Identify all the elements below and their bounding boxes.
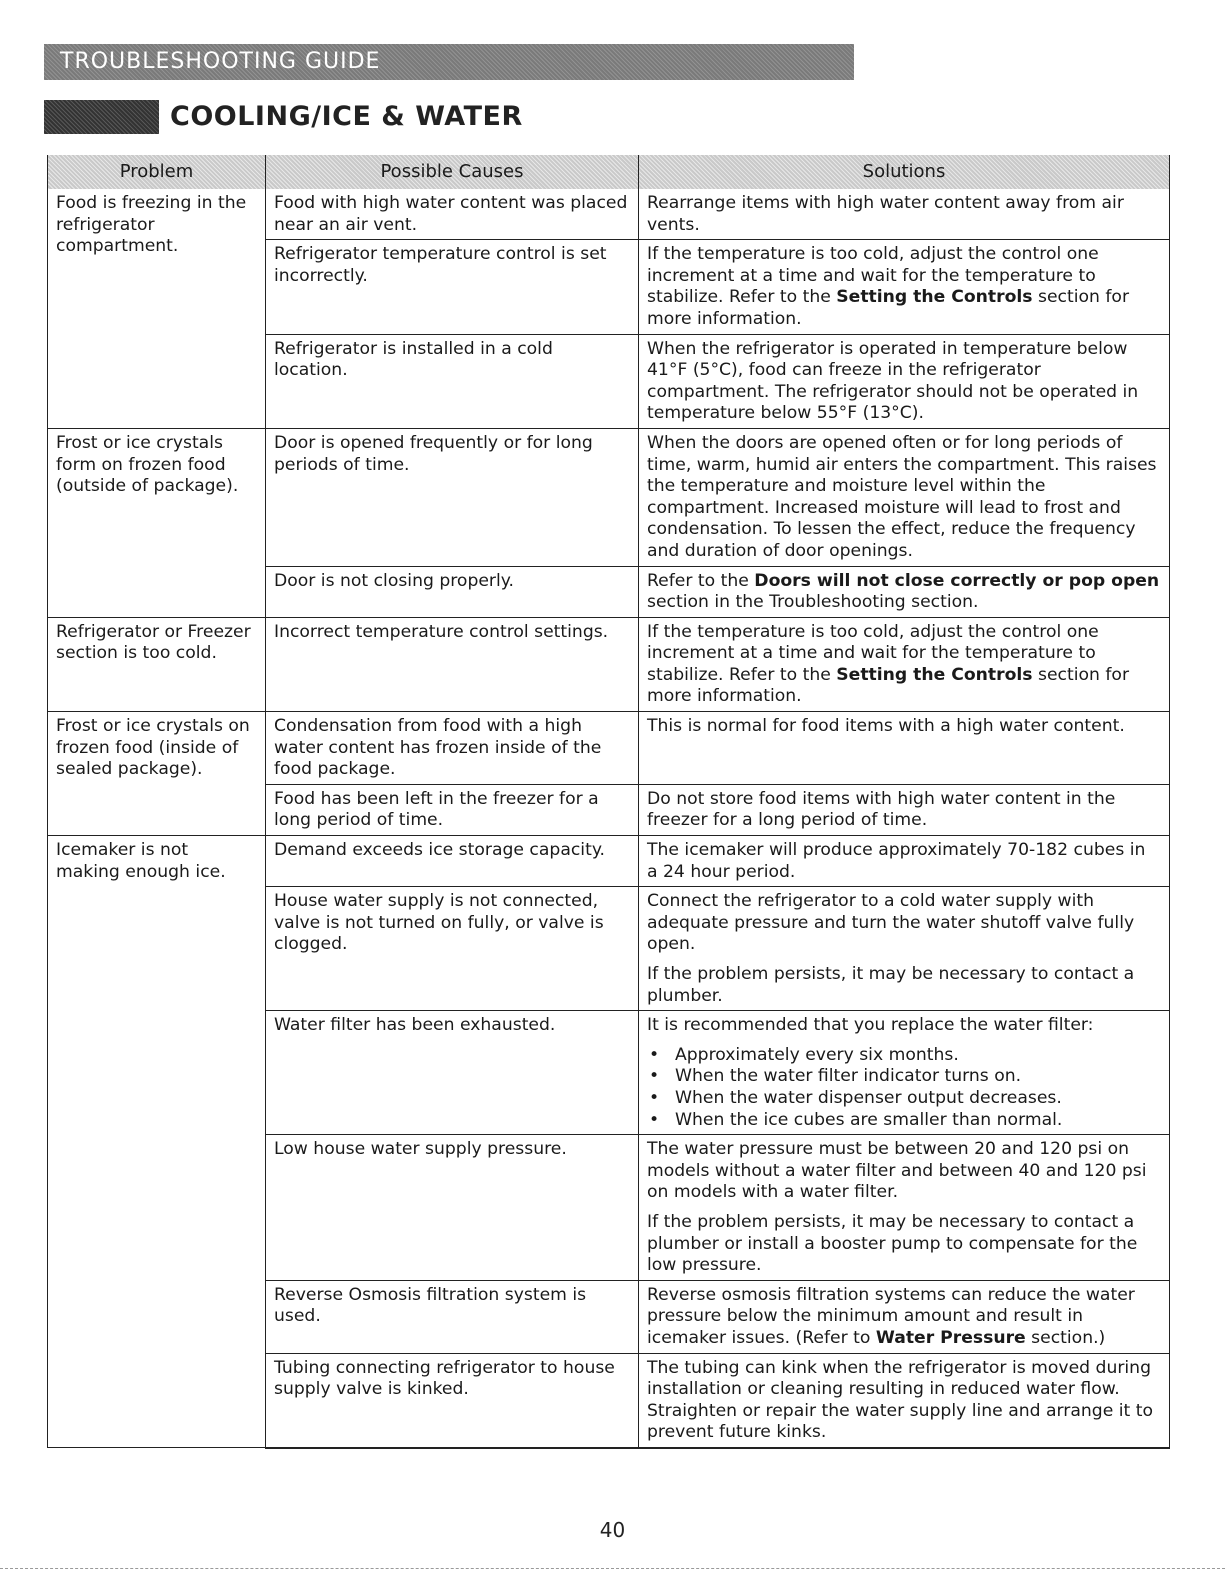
column-header-problem: Problem [48, 155, 266, 189]
table-row [48, 428, 1170, 566]
list-item [647, 1110, 1161, 1132]
table-row [48, 617, 1170, 711]
solution-cell [639, 784, 1170, 835]
recommendation-list [647, 1045, 1161, 1131]
cause-cell: Food with high water content was placed near an air vent. [266, 189, 639, 240]
cause-cell: Door is opened frequently or for long periods of time. [266, 428, 639, 566]
problem-cell: Icemaker is not making enough ice. [48, 836, 266, 1448]
section-reference: Doors will not close correctly or pop open [754, 570, 1160, 591]
table-row [48, 712, 1170, 785]
problem-cell: Frost or ice crystals form on frozen food (outside of package). [48, 428, 266, 617]
solution-cell [639, 334, 1170, 428]
problem-cell: Frost or ice crystals on frozen food (inside of sealed package). [48, 712, 266, 836]
solution-text: If the temperature is too cold, adjust the control one increment at a time and wait for the temperature to stabilize. Refer to the [647, 621, 1099, 685]
solution-cell [639, 1280, 1170, 1353]
cause-cell: Refrigerator is installed in a cold location. [266, 334, 639, 428]
bullet-icon: • [649, 1044, 660, 1065]
solution-cell [639, 566, 1170, 617]
section-reference: Water Pressure [875, 1327, 1026, 1348]
cause-cell: Food has been left in the freezer for a long period of time. [266, 784, 639, 835]
list-item [647, 1066, 1161, 1088]
solution-paragraph [647, 622, 1161, 708]
list-item [647, 1045, 1161, 1067]
solution-paragraph: It is recommended that you replace the water filter: [647, 1015, 1094, 1036]
column-header-solutions: Solutions [639, 155, 1170, 189]
solution-text: section in the Troubleshooting section. [647, 592, 979, 613]
page-number: 40 [599, 1518, 626, 1542]
troubleshooting-table [47, 155, 1170, 1449]
solution-text: If the temperature is too cold, adjust the control one increment at a time and wait for the temperature to stabilize. Refer to the [647, 244, 1099, 308]
list-item-text: Approximately every six months. [675, 1044, 959, 1065]
section-reference: Setting the Controls [836, 664, 1033, 685]
solution-cell [639, 712, 1170, 785]
solution-paragraph: Connect the refrigerator to a cold water supply with adequate pressure and turn the water shutoff valve fully open. [647, 891, 1135, 955]
solution-paragraph [647, 244, 1161, 330]
problem-cell: Refrigerator or Freezer section is too cold. [48, 617, 266, 711]
section-title: COOLING/ICE & WATER [170, 101, 523, 132]
table-body [48, 189, 1170, 1448]
table-row [48, 836, 1170, 887]
solution-paragraph: This is normal for food items with a high water content. [647, 716, 1125, 737]
section-banner [44, 44, 854, 80]
list-item-text: When the ice cubes are smaller than normal. [675, 1109, 1063, 1130]
bullet-icon: • [649, 1109, 660, 1130]
solution-paragraph: When the refrigerator is operated in temperature below 41°F (5°C), food can freeze in the refrigerator compartment. The refrigerator should not be operated in temperature below 55°F (13°C). [647, 338, 1139, 424]
column-header-possible-causes: Possible Causes [266, 155, 639, 189]
list-item [647, 1088, 1161, 1110]
solution-paragraph [647, 1285, 1161, 1350]
solution-paragraph: When the doors are opened often or for long periods of time, warm, humid air enters the compartment. This raises the temperature and moisture level within the compartment. Increased moisture will lead to frost and condensation. To lessen the effect, reduce the frequency and duration of door openings. [647, 432, 1157, 561]
cause-cell: Condensation from food with a high water content has frozen inside of the food package. [266, 712, 639, 785]
solution-paragraph [647, 571, 1161, 614]
solution-text: section for more information. [647, 287, 1130, 329]
bullet-icon: • [649, 1066, 660, 1087]
cause-cell: Demand exceeds ice storage capacity. [266, 836, 639, 887]
solution-text: Reverse osmosis filtration systems can reduce the water pressure below the minimum amount and result in icemaker issues. (Refer to [647, 1284, 1135, 1348]
cause-cell: Refrigerator temperature control is set incorrectly. [266, 240, 639, 334]
solution-text: section for more information. [647, 664, 1130, 707]
solution-cell [639, 189, 1170, 240]
problem-cell: Food is freezing in the refrigerator compartment. [48, 189, 266, 428]
cause-cell: Tubing connecting refrigerator to house supply valve is kinked. [266, 1353, 639, 1448]
solution-paragraph: If the problem persists, it may be necessary to contact a plumber or install a booster pump to compensate for the low pressure. [647, 1211, 1138, 1276]
solution-cell [639, 1353, 1170, 1448]
solution-cell [639, 428, 1170, 566]
section-reference: Setting the Controls [836, 287, 1033, 308]
cause-cell: Reverse Osmosis filtration system is used. [266, 1280, 639, 1353]
list-item-text: When the water filter indicator turns on. [675, 1066, 1022, 1087]
cause-cell: Incorrect temperature control settings. [266, 617, 639, 711]
solution-cell [639, 1135, 1170, 1281]
cause-cell: Low house water supply pressure. [266, 1135, 639, 1281]
cause-cell: House water supply is not connected, valve is not turned on fully, or valve is clogged. [266, 887, 639, 1011]
cause-cell: Door is not closing properly. [266, 566, 639, 617]
solution-paragraph: The tubing can kink when the refrigerator is moved during installation or cleaning resulting in reduced water flow. Straighten or repair the water supply line and arrange it to prevent future kinks. [647, 1357, 1153, 1443]
bottom-divider [0, 1568, 1225, 1569]
solution-cell [639, 836, 1170, 887]
table-row [48, 189, 1170, 240]
solution-cell [639, 887, 1170, 1011]
list-item-text: When the water dispenser output decreases. [675, 1087, 1062, 1108]
solution-paragraph: Rearrange items with high water content away from air vents. [647, 193, 1124, 235]
solution-paragraph: Do not store food items with high water content in the freezer for a long period of time. [647, 788, 1116, 831]
solution-cell [639, 617, 1170, 711]
solution-text: Refer to the [647, 570, 755, 591]
bullet-icon: • [649, 1087, 660, 1108]
solution-cell [639, 240, 1170, 334]
solution-paragraph: The icemaker will produce approximately 70-182 cubes in a 24 hour period. [647, 840, 1146, 882]
solution-paragraph: If the problem persists, it may be necessary to contact a plumber. [647, 964, 1135, 1006]
banner-title: TROUBLESHOOTING GUIDE [60, 49, 381, 74]
solution-text: section.) [1025, 1327, 1106, 1348]
table-header-row [48, 155, 1170, 189]
cause-cell: Water filter has been exhausted. [266, 1011, 639, 1135]
solution-cell [639, 1011, 1170, 1135]
solution-paragraph: The water pressure must be between 20 and 120 psi on models without a water filter and between 40 and 120 psi on models with a water filter. [647, 1139, 1147, 1203]
section-marker-block [44, 100, 159, 134]
